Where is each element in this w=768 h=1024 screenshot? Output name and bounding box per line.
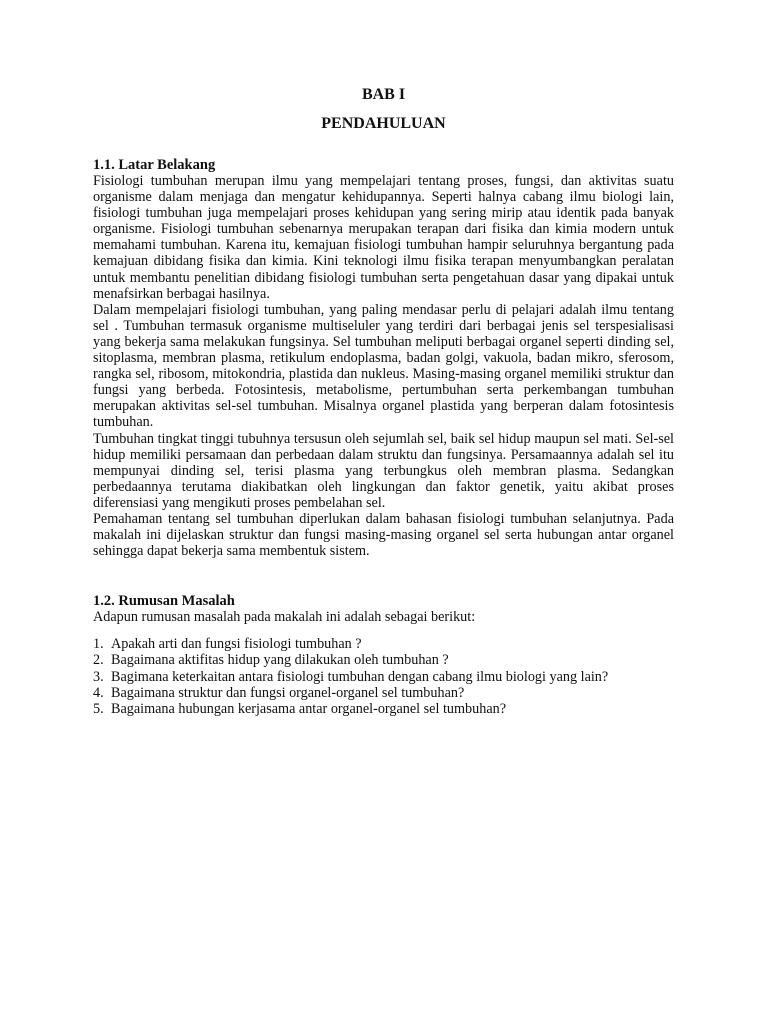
paragraph: Tumbuhan tingkat tinggi tubuhnya tersusun oleh sejumlah sel, baik sel hidup maupun sel mati. Sel-sel hidup memiliki persamaan dan perbedaan dalam struktu dan fungsinya. Persamaannya adalah sel itu mempunyai dinding sel, terisi plasma yang terbungkus oleh membran plasma. Sedangkan perbedaannya terutama diakibatkan oleh lingkungan dan faktor genetik, yaitu akibat proses diferensiasi yang mengikuti proses pembelahan sel. [93,430,674,511]
list-item [93,652,674,668]
section-heading-rumusan-masalah: 1.2. Rumusan Masalah [93,593,235,610]
list-item-number: 4. [93,684,104,701]
list-item [93,701,674,717]
paragraph: Pemahaman tentang sel tumbuhan diperlukan dalam bahasan fisiologi tumbuhan selanjutnya. Pada makalah ini dijelaskan struktur dan fungsi masing-masing organel sel serta hubungan antar organel sehingga dapat bekerja sama membentuk sistem. [93,510,674,560]
list-item [93,636,674,652]
list-item [93,669,674,685]
list-item-number: 3. [93,668,104,685]
list-item-text: Bagaimana struktur dan fungsi organel-organel sel tumbuhan? [111,684,465,701]
chapter-title: PENDAHULUAN [321,115,446,132]
list-item-text: Bagaimana hubungan kerjasama antar organel-organel sel tumbuhan? [111,700,507,717]
list-item-number: 5. [93,700,104,717]
list-item-text: Apakah arti dan fungsi fisiologi tumbuhan ? [111,636,362,653]
list-item-text: Bagimana keterkaitan antara fisiologi tumbuhan dengan cabang ilmu biologi yang lain? [111,668,609,685]
chapter-label: BAB I [361,86,406,103]
list-item [93,685,674,701]
list-item-text: Bagaimana aktifitas hidup yang dilakukan oleh tumbuhan ? [111,652,449,669]
list-item-number: 1. [93,636,104,653]
list-item-number: 2. [93,652,104,669]
paragraph: Dalam mempelajari fisiologi tumbuhan, yang paling mendasar perlu di pelajari adalah ilmu tentang sel . Tumbuhan termasuk organisme multiseluler yang terdiri dari berbagai jenis sel terspesialisasi yang bekerja sama melakukan fungsinya. Sel tumbuhan meliputi berbagai organel seperti dinding sel, sitoplasma, membran plasma, retikulum endoplasma, badan golgi, vakuola, badan mikro, sferosom, rangka sel, ribosom, mitokondria, plastida dan nukleus. Masing-masing organel memiliki struktur dan fungsi yang berbeda. Fotosintesis, metabolisme, pertumbuhan serta perkembangan tumbuhan merupakan aktivitas sel-sel tumbuhan. Misalnya organel plastida yang berperan dalam fotosintesis tumbuhan. [93,301,674,431]
question-list [93,636,674,716]
paragraph: Fisiologi tumbuhan merupan ilmu yang mempelajari tentang proses, fungsi, dan aktivitas suatu organisme dalam menjaga dan mengatur kehidupannya. Seperti halnya cabang ilmu biologi lain, fisiologi tumbuhan juga mempelajari proses kehidupan yang sering mirip atau identik pada banyak organisme. Fisiologi tumbuhan sebenarnya merupakan terapan dari fisika dan kimia modern untuk memahami tumbuhan. Karena itu, kemajuan fisiologi tumbuhan hampir seluruhnya bergantung pada kemajuan dibidang fisika dan kimia. Kini teknologi ilmu fisika terapan menyumbangkan peralatan untuk membantu penelitian dibidang fisiologi tumbuhan serta pengetahuan dasar yang dipakai untuk menafsirkan berbagai hasilnya. [93,173,674,302]
section-heading-latar-belakang: 1.1. Latar Belakang [93,157,216,173]
list-intro: Adapun rumusan masalah pada makalah ini adalah sebagai berikut: [93,609,476,626]
